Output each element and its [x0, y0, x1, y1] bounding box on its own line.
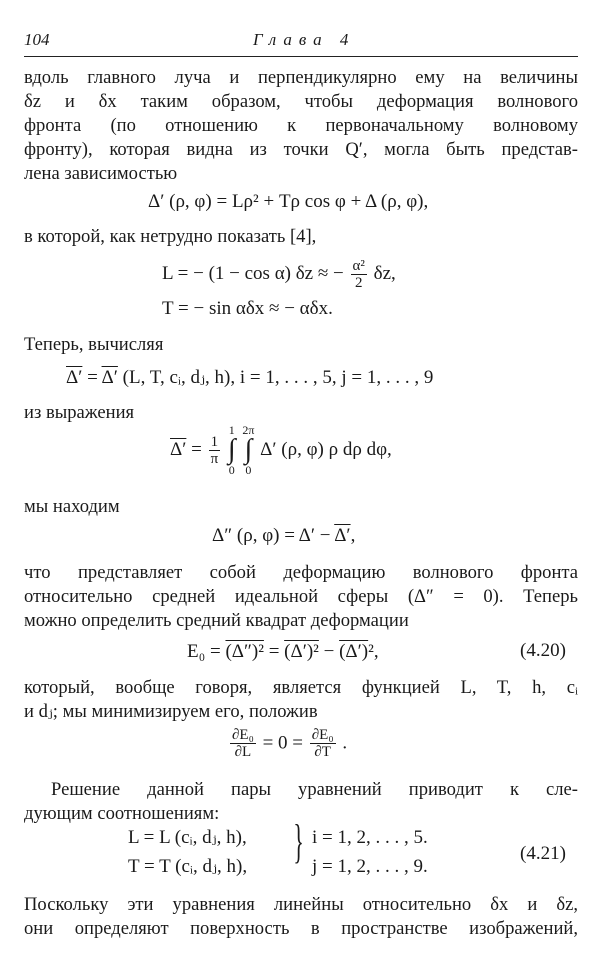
- text-line: фронту), которая видна из точки Q′, могла быть представ-: [24, 139, 578, 160]
- text-line: они определяют поверхность в пространстве изображений,: [24, 918, 578, 939]
- equation-number: (4.20): [520, 640, 566, 661]
- text-line: фронта (по отношению к первоначальному волновому: [24, 115, 578, 136]
- eq7-c: (Δ′): [339, 641, 369, 662]
- integral-lower-limit: 0: [228, 463, 235, 477]
- eq5-fraction: [209, 434, 221, 467]
- text-line: можно определить средний квадрат деформации: [24, 610, 409, 631]
- equation-number: (4.21): [520, 843, 566, 864]
- text-line: Поскольку эти уравнения линейны относительно δx и δz,: [24, 894, 578, 915]
- equation-L: [162, 258, 396, 291]
- running-header: Глава 4: [253, 30, 356, 49]
- integral-sign: ∫: [244, 434, 253, 465]
- eq8-den: ∂L: [234, 744, 252, 760]
- eq2-num: α²: [352, 258, 365, 274]
- eq2-lhs: L = − (1 − cos α) δz ≈ −: [162, 262, 344, 284]
- eq2-den: 2: [354, 275, 363, 291]
- eq5-rest: Δ′ (ρ, φ) ρ dρ dφ,: [260, 439, 392, 460]
- text-line: относительно средней идеальной сферы (Δ″ = 0). Теперь: [24, 586, 578, 607]
- eq2-fraction: [351, 258, 367, 291]
- text-line: в которой, как нетрудно показать [4],: [24, 226, 317, 247]
- equation-system-T: T = T (cᵢ, dⱼ, h),: [128, 856, 248, 877]
- equation-wavefront: Δ′ (ρ, φ) = Lρ² + Tρ cos φ + Δ (ρ, φ),: [148, 191, 429, 212]
- eq8-fraction-L: [230, 727, 256, 760]
- text-line: и dⱼ; мы минимизируем его, положив: [24, 701, 318, 722]
- equation-minimization: [228, 727, 347, 760]
- text-line: Решение данной пары уравнений приводит к сле-: [51, 779, 578, 800]
- eq6-bar: Δ′: [334, 525, 351, 546]
- text-line: вдоль главного луча и перпендикулярно ему на величины: [24, 67, 578, 88]
- eq4-rest: (L, T, cᵢ, dⱼ, h), i = 1, . . . , 5, j = 1, . . . , 9: [122, 367, 434, 388]
- eq8-num: ∂E₀: [311, 727, 334, 743]
- eq7-a: (Δ″)²: [225, 641, 264, 662]
- integral-upper-limit: 2π: [242, 423, 255, 437]
- system-brace: }: [293, 815, 304, 868]
- equation-residual: [212, 524, 355, 548]
- equation-system-L: L = L (cᵢ, dⱼ, h),: [128, 827, 247, 848]
- text-line: мы находим: [24, 496, 120, 517]
- integral-phi: [242, 424, 254, 476]
- integral-sign: ∫: [227, 434, 236, 465]
- equation-mean-deformation: [66, 366, 433, 390]
- eq7-lhs: E₀ =: [187, 641, 221, 662]
- text-line: который, вообще говоря, является функцией L, T, h, cᵢ: [24, 677, 578, 698]
- eq4-lhs: Δ′: [66, 367, 83, 388]
- equation-system-i-range: i = 1, 2, . . . , 5.: [312, 827, 428, 848]
- eq5-num: 1: [210, 433, 219, 450]
- eq6-end: ,: [350, 525, 356, 546]
- integral-rho: [228, 424, 236, 476]
- header-rule: [24, 56, 578, 57]
- eq7-eq: =: [268, 641, 280, 662]
- integral-lower-limit: 0: [245, 463, 252, 477]
- eq5-den: π: [210, 450, 219, 467]
- text-line: Теперь, вычисляя: [24, 334, 164, 355]
- eq7-b: (Δ′)²: [284, 641, 319, 662]
- text-line: дующим соотношениям:: [24, 803, 220, 824]
- equation-system-j-range: j = 1, 2, . . . , 9.: [312, 856, 428, 877]
- eq4-bar: Δ′: [101, 367, 118, 388]
- text-line: из выражения: [24, 402, 135, 423]
- eq5-eq: =: [191, 439, 202, 460]
- eq4-eq: =: [87, 367, 98, 388]
- eq6-lhs: Δ″ (ρ, φ) = Δ′ −: [212, 525, 331, 546]
- eq2-rhs: δz,: [373, 262, 396, 284]
- eq8-num: ∂E₀: [232, 727, 254, 743]
- text-line: δz и δx таким образом, чтобы деформация волнового: [24, 91, 578, 112]
- text-line: что представляет собой деформацию волнового фронта: [24, 562, 578, 583]
- equation-integral: [170, 424, 392, 476]
- eq8-mid: = 0 =: [262, 732, 303, 754]
- equation-E0: [187, 640, 379, 664]
- eq7-minus: −: [323, 641, 335, 662]
- text-line: лена зависимостью: [24, 163, 178, 184]
- eq8-end: .: [342, 732, 348, 754]
- equation-T: T = − sin αδx ≈ − αδx.: [162, 298, 333, 319]
- eq7-end: ²,: [368, 641, 379, 662]
- eq8-den: ∂T: [314, 744, 331, 760]
- eq5-lhs: Δ′: [170, 439, 187, 460]
- integral-upper-limit: 1: [228, 423, 235, 437]
- eq8-fraction-T: [310, 727, 336, 760]
- page-number: 104: [24, 30, 50, 49]
